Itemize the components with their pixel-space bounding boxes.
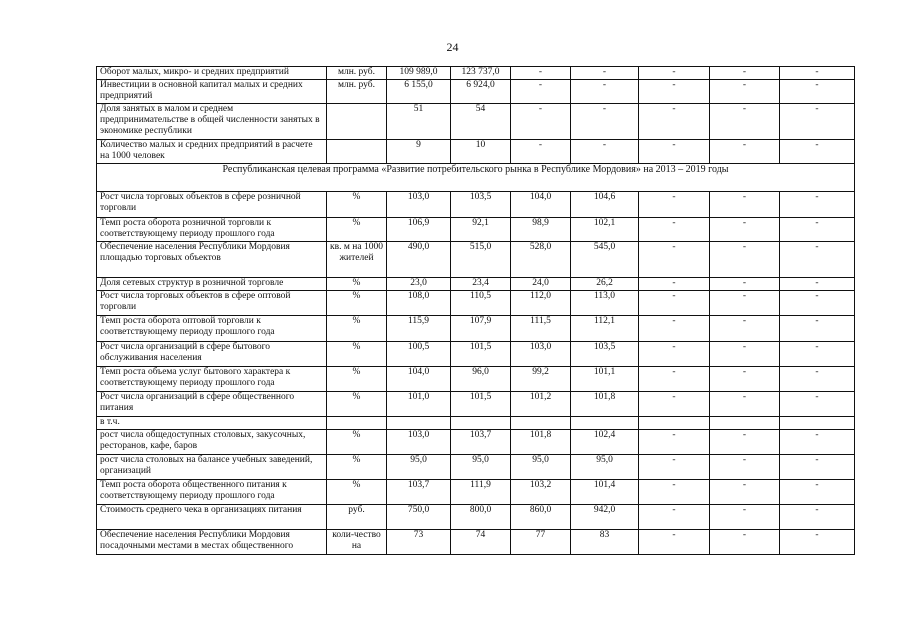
unit-cell: коли-чество на [327, 530, 387, 555]
unit-cell: млн. руб. [327, 67, 387, 80]
table-row [97, 278, 855, 291]
table-row [97, 417, 855, 430]
value-cell: 77 [511, 530, 571, 555]
value-cell: 99,2 [511, 367, 571, 392]
value-cell: 102,4 [571, 430, 639, 455]
value-cell: 95,0 [387, 455, 451, 480]
table-row [97, 367, 855, 392]
value-cell: - [710, 505, 780, 530]
value-cell: 98,9 [511, 218, 571, 242]
indicator-name-cell: Доля сетевых структур в розничной торговле [97, 278, 327, 291]
value-cell: - [780, 218, 855, 242]
value-cell: 101,5 [451, 342, 511, 367]
unit-cell: % [327, 291, 387, 316]
indicator-name-cell: Рост числа торговых объектов в сфере розничной торговли [97, 192, 327, 218]
value-cell: 103,7 [451, 430, 511, 455]
value-cell: 101,8 [571, 392, 639, 417]
section-row-group [97, 164, 855, 192]
indicator-name-cell: Темп роста объема услуг бытового характера к соответствующему периоду прошлого года [97, 367, 327, 392]
value-cell: - [639, 505, 710, 530]
value-cell: 112,0 [511, 291, 571, 316]
value-cell: - [780, 367, 855, 392]
value-cell: - [639, 218, 710, 242]
value-cell: - [639, 104, 710, 140]
value-cell: - [710, 392, 780, 417]
unit-cell: % [327, 480, 387, 505]
value-cell: - [710, 291, 780, 316]
value-cell: - [710, 104, 780, 140]
value-cell: 23,0 [387, 278, 451, 291]
value-cell: 106,9 [387, 218, 451, 242]
indicator-name-cell: Обеспечение населения Республики Мордовия посадочными местами в местах общественного [97, 530, 327, 555]
value-cell: 10 [451, 140, 511, 164]
indicator-name-cell: Оборот малых, микро- и средних предприятий [97, 67, 327, 80]
value-cell: 95,0 [511, 455, 571, 480]
value-cell: 101,8 [511, 430, 571, 455]
value-cell: - [780, 80, 855, 104]
value-cell: - [780, 192, 855, 218]
value-cell: - [710, 480, 780, 505]
unit-cell [327, 104, 387, 140]
unit-cell: % [327, 316, 387, 342]
value-cell: 111,9 [451, 480, 511, 505]
value-cell: 103,2 [511, 480, 571, 505]
value-cell: - [571, 80, 639, 104]
value-cell: 73 [387, 530, 451, 555]
value-cell: - [780, 104, 855, 140]
indicator-name-cell: рост числа общедоступных столовых, закусочных, ресторанов, кафе, баров [97, 430, 327, 455]
value-cell: - [710, 278, 780, 291]
section-header-row [97, 164, 855, 192]
value-cell: - [639, 392, 710, 417]
value-cell: 104,0 [387, 367, 451, 392]
table-row [97, 67, 855, 80]
value-cell: 24,0 [511, 278, 571, 291]
value-cell: 74 [451, 530, 511, 555]
indicator-name-cell: рост числа столовых на балансе учебных заведений, организаций [97, 455, 327, 480]
value-cell: 107,9 [451, 316, 511, 342]
table-row [97, 104, 855, 140]
value-cell: 51 [387, 104, 451, 140]
value-cell: - [780, 342, 855, 367]
value-cell: - [639, 291, 710, 316]
value-cell: 490,0 [387, 242, 451, 278]
value-cell: 110,5 [451, 291, 511, 316]
indicator-name-cell: Темп роста оборота розничной торговли к соответствующему периоду прошлого года [97, 218, 327, 242]
unit-cell [327, 417, 387, 430]
value-cell: 102,1 [571, 218, 639, 242]
value-cell: - [639, 367, 710, 392]
table-row [97, 430, 855, 455]
value-cell: 96,0 [451, 367, 511, 392]
unit-cell: % [327, 278, 387, 291]
table-row [97, 218, 855, 242]
value-cell: - [780, 480, 855, 505]
indicator-name-cell: в т.ч. [97, 417, 327, 430]
value-cell: - [710, 140, 780, 164]
value-cell: - [639, 342, 710, 367]
value-cell: 109 989,0 [387, 67, 451, 80]
value-cell: 100,5 [387, 342, 451, 367]
value-cell [780, 417, 855, 430]
value-cell: 860,0 [511, 505, 571, 530]
value-cell: 942,0 [571, 505, 639, 530]
value-cell: - [639, 67, 710, 80]
value-cell: 528,0 [511, 242, 571, 278]
value-cell: - [571, 140, 639, 164]
value-cell: 54 [451, 104, 511, 140]
value-cell: - [511, 140, 571, 164]
table-row [97, 480, 855, 505]
value-cell: - [780, 242, 855, 278]
unit-cell: % [327, 192, 387, 218]
indicator-name-cell: Инвестиции в основной капитал малых и средних предприятий [97, 80, 327, 104]
section-title: Республиканская целевая программа «Развитие потребительского рынка в Республике Мордовия» на 2013 – 2019 годы [97, 164, 855, 192]
value-cell: 545,0 [571, 242, 639, 278]
value-cell: - [710, 242, 780, 278]
value-cell: - [639, 316, 710, 342]
value-cell: 115,9 [387, 316, 451, 342]
value-cell: - [780, 392, 855, 417]
value-cell: 95,0 [451, 455, 511, 480]
value-cell: - [639, 430, 710, 455]
indicator-name-cell: Доля занятых в малом и среднем предпринимательстве в общей численности занятых в экономике республики [97, 104, 327, 140]
value-cell: 95,0 [571, 455, 639, 480]
value-cell: 103,5 [571, 342, 639, 367]
value-cell: 104,0 [511, 192, 571, 218]
value-cell: 103,5 [451, 192, 511, 218]
value-cell: - [710, 455, 780, 480]
value-cell: 6 155,0 [387, 80, 451, 104]
table-row [97, 342, 855, 367]
value-cell: - [639, 530, 710, 555]
value-cell: - [710, 80, 780, 104]
table-row [97, 392, 855, 417]
value-cell: - [710, 218, 780, 242]
indicator-name-cell: Рост числа организаций в сфере общественного питания [97, 392, 327, 417]
value-cell: - [511, 80, 571, 104]
value-cell: - [780, 530, 855, 555]
value-cell: 515,0 [451, 242, 511, 278]
value-cell: 101,0 [387, 392, 451, 417]
value-cell [571, 417, 639, 430]
value-cell: - [571, 104, 639, 140]
value-cell: - [639, 242, 710, 278]
value-cell: - [710, 67, 780, 80]
unit-cell: кв. м на 1000 жителей [327, 242, 387, 278]
value-cell: 101,4 [571, 480, 639, 505]
unit-cell: % [327, 342, 387, 367]
table-row [97, 455, 855, 480]
value-cell: - [511, 104, 571, 140]
value-cell: - [710, 192, 780, 218]
unit-cell: % [327, 455, 387, 480]
value-cell: 750,0 [387, 505, 451, 530]
value-cell: 101,1 [571, 367, 639, 392]
value-cell: 101,2 [511, 392, 571, 417]
value-cell: 23,4 [451, 278, 511, 291]
indicator-name-cell: Стоимость среднего чека в организациях питания [97, 505, 327, 530]
table-row [97, 140, 855, 164]
indicator-name-cell: Темп роста оборота общественного питания к соответствующему периоду прошлого года [97, 480, 327, 505]
indicator-name-cell: Темп роста оборота оптовой торговли к соответствующему периоду прошлого года [97, 316, 327, 342]
unit-cell: % [327, 392, 387, 417]
value-cell: 123 737,0 [451, 67, 511, 80]
value-cell: - [511, 67, 571, 80]
table-row [97, 192, 855, 218]
value-cell: 108,0 [387, 291, 451, 316]
table-row [97, 80, 855, 104]
unit-cell: млн. руб. [327, 80, 387, 104]
value-cell: - [639, 480, 710, 505]
value-cell: 83 [571, 530, 639, 555]
unit-cell: % [327, 367, 387, 392]
value-cell: 103,7 [387, 480, 451, 505]
value-cell: - [639, 455, 710, 480]
value-cell: 103,0 [511, 342, 571, 367]
value-cell [451, 417, 511, 430]
unit-cell: % [327, 218, 387, 242]
unit-cell: руб. [327, 505, 387, 530]
indicator-name-cell: Рост числа организаций в сфере бытового обслуживания населения [97, 342, 327, 367]
value-cell [511, 417, 571, 430]
value-cell: - [639, 80, 710, 104]
value-cell: - [710, 530, 780, 555]
value-cell: 104,6 [571, 192, 639, 218]
value-cell: - [639, 140, 710, 164]
table-row [97, 316, 855, 342]
value-cell: - [780, 455, 855, 480]
unit-cell [327, 140, 387, 164]
table-row [97, 291, 855, 316]
value-cell: - [710, 342, 780, 367]
value-cell: 101,5 [451, 392, 511, 417]
table-body-before [97, 67, 855, 164]
unit-cell: % [327, 430, 387, 455]
value-cell: - [710, 367, 780, 392]
value-cell: - [780, 140, 855, 164]
table-row [97, 530, 855, 555]
value-cell: - [710, 316, 780, 342]
value-cell: - [780, 291, 855, 316]
value-cell [387, 417, 451, 430]
indicator-name-cell: Рост числа торговых объектов в сфере оптовой торговли [97, 291, 327, 316]
value-cell: 112,1 [571, 316, 639, 342]
value-cell: - [780, 278, 855, 291]
table-body-after [97, 192, 855, 555]
page-number: 24 [446, 40, 459, 54]
value-cell: 6 924,0 [451, 80, 511, 104]
value-cell: - [780, 505, 855, 530]
value-cell [710, 417, 780, 430]
value-cell: 103,0 [387, 430, 451, 455]
value-cell: - [780, 430, 855, 455]
value-cell: - [571, 67, 639, 80]
value-cell: 113,0 [571, 291, 639, 316]
value-cell: - [780, 316, 855, 342]
value-cell: - [639, 192, 710, 218]
value-cell: 9 [387, 140, 451, 164]
indicator-name-cell: Обеспечение населения Республики Мордовия площадью торговых объектов [97, 242, 327, 278]
value-cell [639, 417, 710, 430]
table-row [97, 505, 855, 530]
value-cell: 800,0 [451, 505, 511, 530]
indicator-name-cell: Количество малых и средних предприятий в расчете на 1000 человек [97, 140, 327, 164]
value-cell: - [639, 278, 710, 291]
value-cell: - [780, 67, 855, 80]
value-cell: 92,1 [451, 218, 511, 242]
indicators-table [96, 66, 855, 555]
table-row [97, 242, 855, 278]
value-cell: 103,0 [387, 192, 451, 218]
value-cell: - [710, 430, 780, 455]
value-cell: 26,2 [571, 278, 639, 291]
value-cell: 111,5 [511, 316, 571, 342]
